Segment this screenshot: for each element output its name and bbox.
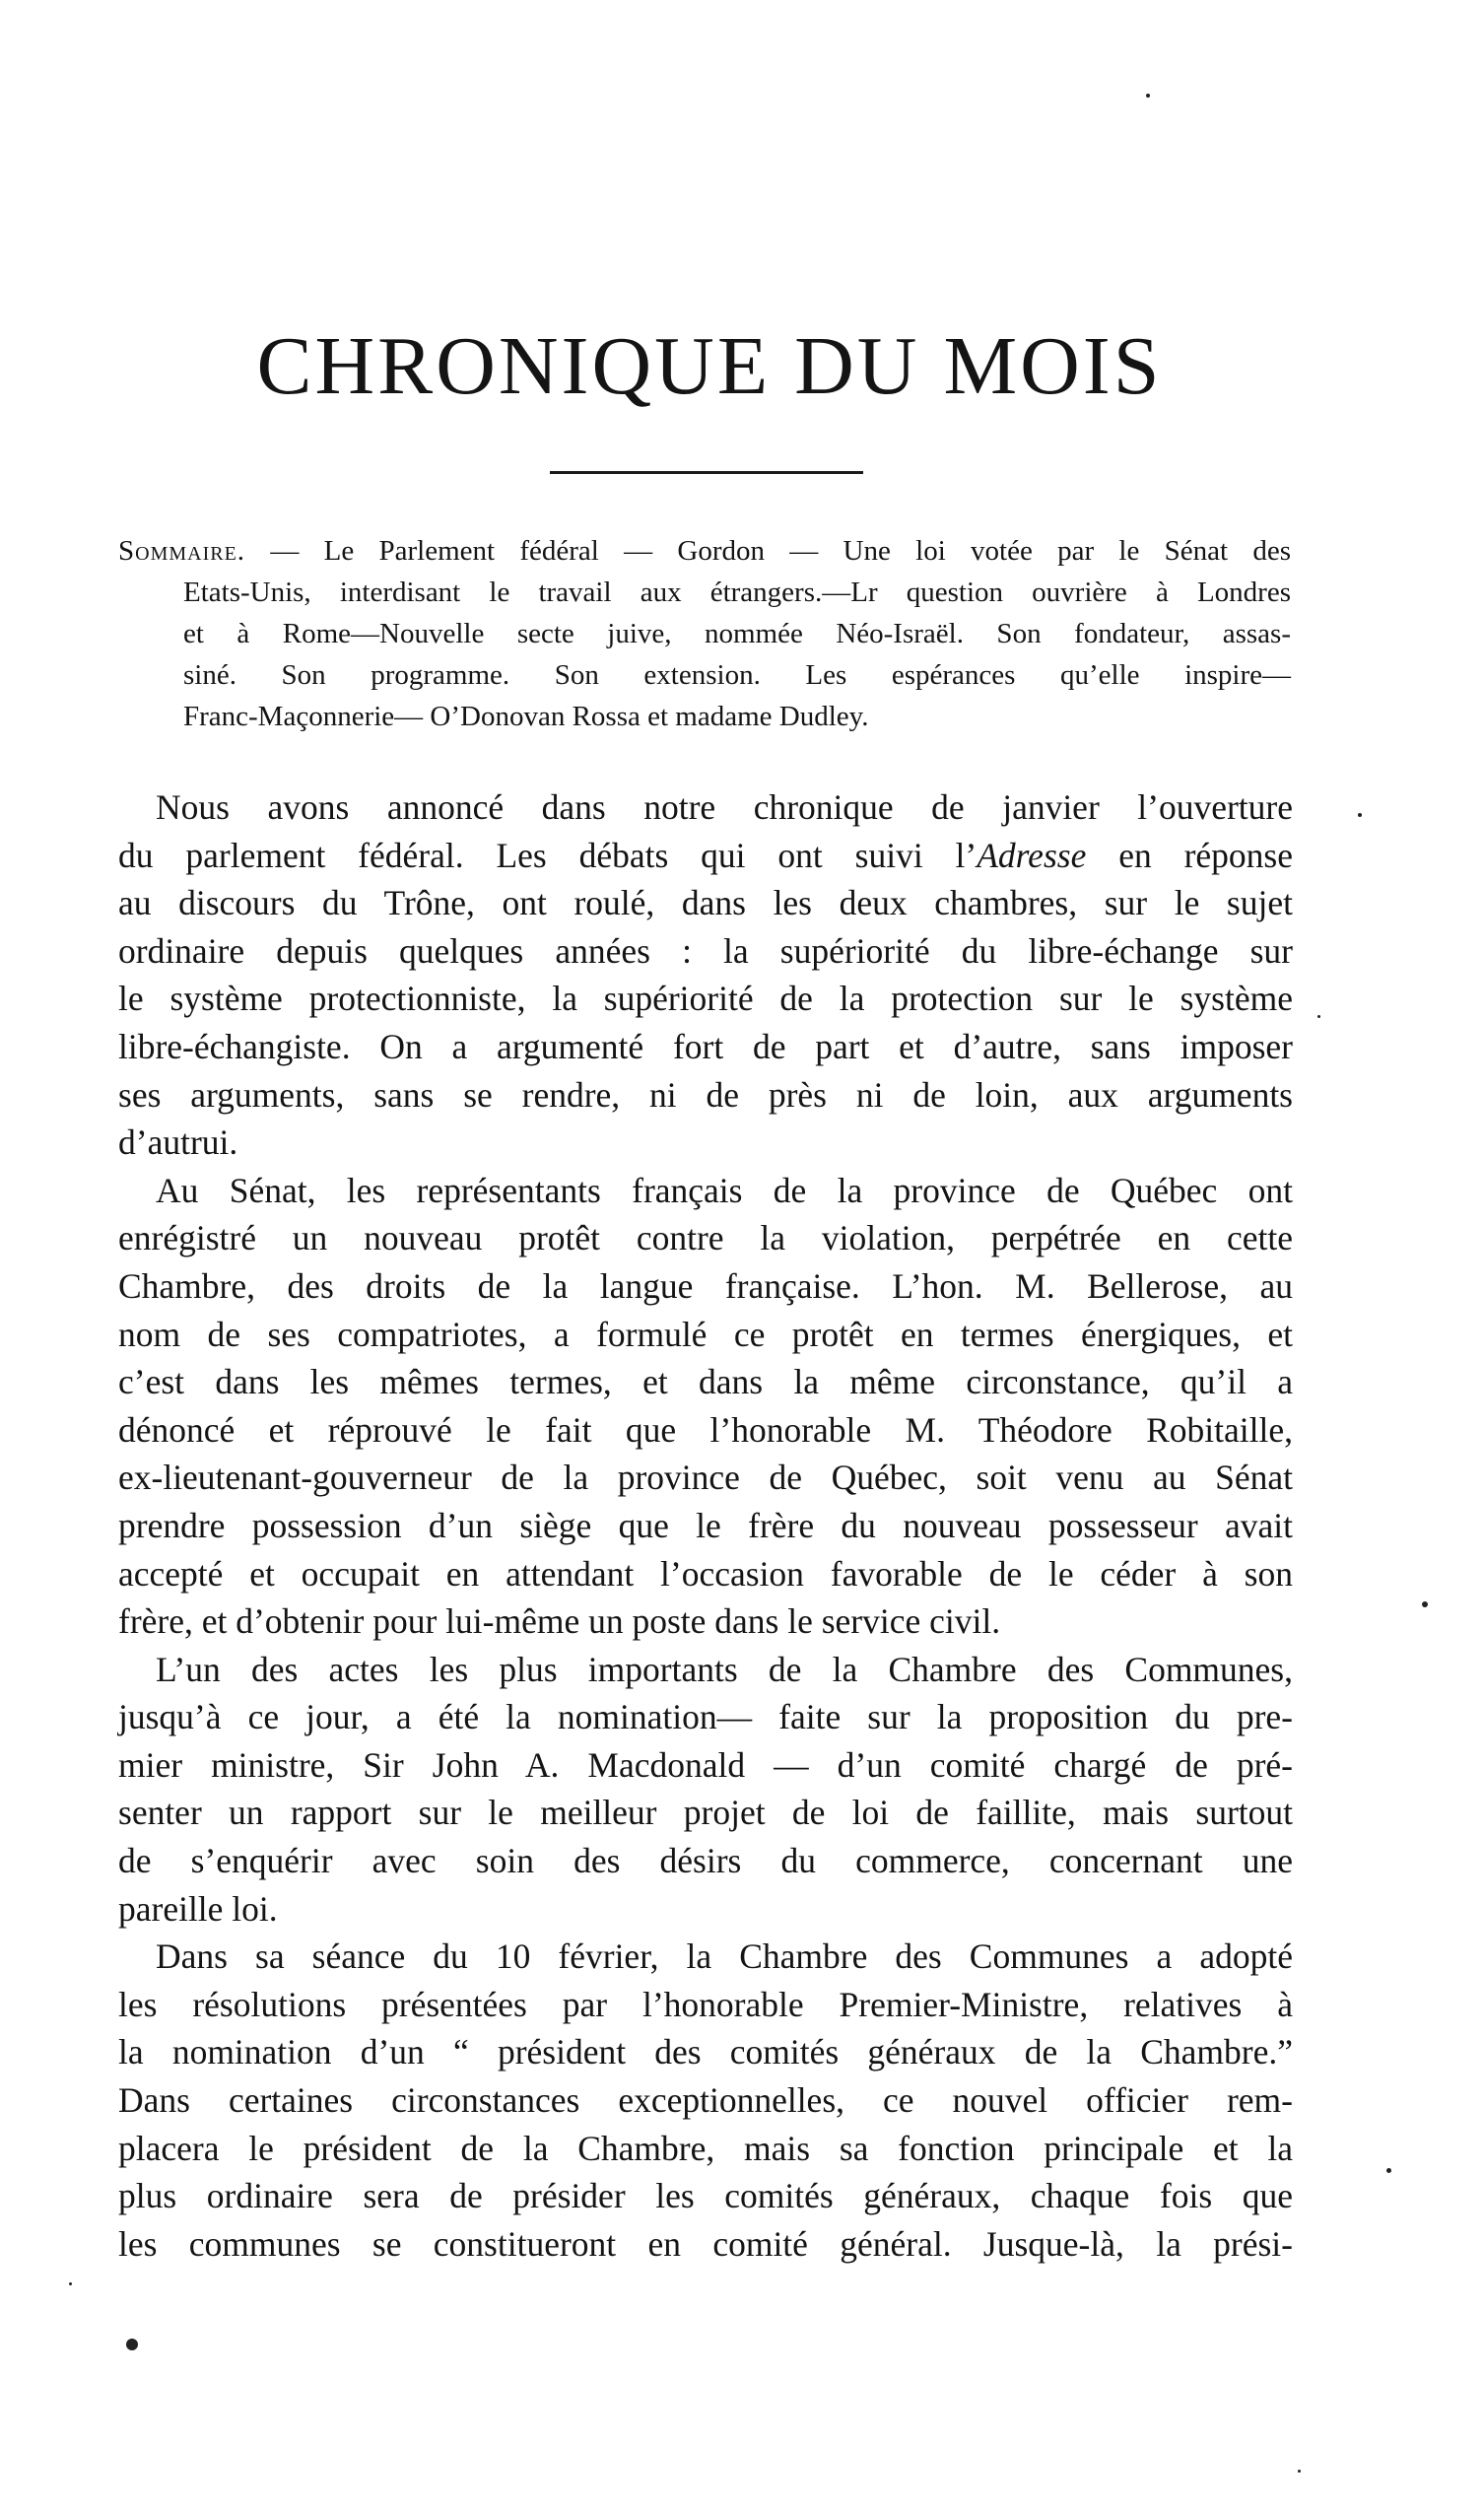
text-line: Au Sénat, les représentants français de la province de Québec ont bbox=[156, 1170, 1293, 1210]
summary-line: siné. Son programme. Son extension. Les espérances qu’elle inspire— bbox=[183, 659, 1291, 691]
text-line: de s’enquérir avec soin des désirs du commerce, concernant une bbox=[118, 1841, 1293, 1881]
speck bbox=[1298, 2470, 1301, 2473]
text-segment: du parlement fédéral. Les débats qui ont suivi l’ bbox=[118, 835, 978, 875]
text-line: placera le président de la Chambre, mais sa fonction principale et la bbox=[118, 2128, 1293, 2168]
paragraph-1 bbox=[118, 783, 1293, 1167]
text-line: les communes se constitueront en comité général. Jusque-là, la prési- bbox=[118, 2223, 1293, 2264]
speck bbox=[126, 2339, 138, 2350]
title-divider bbox=[550, 471, 863, 474]
text-line: pareille loi. bbox=[118, 1888, 278, 1929]
speck bbox=[1358, 813, 1362, 817]
text-line: dénoncé et réprouvé le fait que l’honorable M. Théodore Robitaille, bbox=[118, 1409, 1293, 1450]
summary-line: Franc-Maçonnerie— O’Donovan Rossa et madame Dudley. bbox=[183, 701, 869, 732]
text-line: prendre possession d’un siège que le frère du nouveau possesseur avait bbox=[118, 1505, 1293, 1545]
text-line: libre-échangiste. On a argumenté fort de part et d’autre, sans imposer bbox=[118, 1026, 1293, 1066]
text-line: Chambre, des droits de la langue française. L’hon. M. Bellerose, au bbox=[118, 1265, 1293, 1306]
paragraph-4 bbox=[118, 1933, 1293, 2268]
article-body bbox=[118, 783, 1293, 2268]
text-line: mier ministre, Sir John A. Macdonald — d’un comité chargé de pré- bbox=[118, 1744, 1293, 1785]
italic-word: Adresse bbox=[977, 835, 1087, 875]
summary-text: — Le Parlement fédéral — Gordon — Une loi votée par le Sénat des bbox=[245, 535, 1291, 567]
text-line: senter un rapport sur le meilleur projet de loi de faillite, mais surtout bbox=[118, 1793, 1293, 1833]
text-line: frère, et d’obtenir pour lui-même un poste dans le service civil. bbox=[118, 1601, 1001, 1642]
text-line: Dans sa séance du 10 février, la Chambre des Communes a adopté bbox=[156, 1936, 1293, 1977]
summary-line bbox=[118, 530, 1291, 572]
text-line: plus ordinaire sera de présider les comités généraux, chaque fois que bbox=[118, 2176, 1293, 2216]
summary-line: Etats-Unis, interdisant le travail aux étrangers.—Lr question ouvrière à Londres bbox=[183, 577, 1291, 608]
text-line: d’autrui. bbox=[118, 1122, 238, 1163]
speck bbox=[1422, 1601, 1428, 1607]
text-line: la nomination d’un “ président des comités généraux de la Chambre.” bbox=[118, 2032, 1293, 2072]
text-line bbox=[118, 832, 1293, 880]
paragraph-2 bbox=[118, 1167, 1293, 1646]
speck bbox=[1317, 1015, 1320, 1018]
summary-label: Sommaire. bbox=[118, 535, 246, 567]
speck bbox=[1386, 2168, 1391, 2173]
text-line: Nous avons annoncé dans notre chronique de janvier l’ouverture bbox=[156, 787, 1293, 827]
page-title: CHRONIQUE DU MOIS bbox=[256, 320, 1163, 412]
summary-line: et à Rome—Nouvelle secte juive, nommée Néo-Israël. Son fondateur, assas- bbox=[183, 618, 1291, 649]
text-line: accepté et occupait en attendant l’occasion favorable de le céder à son bbox=[118, 1553, 1293, 1594]
text-line: Dans certaines circonstances exceptionnelles, ce nouvel officier rem- bbox=[118, 2080, 1293, 2121]
text-line: L’un des actes les plus importants de la Chambre des Communes, bbox=[156, 1649, 1293, 1689]
text-line: jusqu’à ce jour, a été la nomination— faite sur la proposition du pre- bbox=[118, 1697, 1293, 1737]
text-line: c’est dans les mêmes termes, et dans la même circonstance, qu’il a bbox=[118, 1362, 1293, 1402]
text-line: au discours du Trône, ont roulé, dans les deux chambres, sur le sujet bbox=[118, 883, 1293, 923]
summary-block bbox=[118, 530, 1291, 737]
text-line: ses arguments, sans se rendre, ni de près ni de loin, aux arguments bbox=[118, 1074, 1293, 1115]
text-segment: en réponse bbox=[1086, 835, 1293, 875]
speck bbox=[69, 2282, 72, 2285]
speck bbox=[1146, 94, 1150, 98]
paragraph-3 bbox=[118, 1646, 1293, 1934]
text-line: nom de ses compatriotes, a formulé ce protêt en termes énergiques, et bbox=[118, 1314, 1293, 1354]
text-line: le système protectionniste, la supériorité de la protection sur le système bbox=[118, 979, 1293, 1019]
text-line: enrégistré un nouveau protêt contre la violation, perpétrée en cette bbox=[118, 1218, 1293, 1258]
text-line: les résolutions présentées par l’honorable Premier-Ministre, relatives à bbox=[118, 1984, 1293, 2024]
text-line: ex-lieutenant-gouverneur de la province de Québec, soit venu au Sénat bbox=[118, 1458, 1293, 1498]
text-line: ordinaire depuis quelques années : la supériorité du libre-échange sur bbox=[118, 930, 1293, 971]
